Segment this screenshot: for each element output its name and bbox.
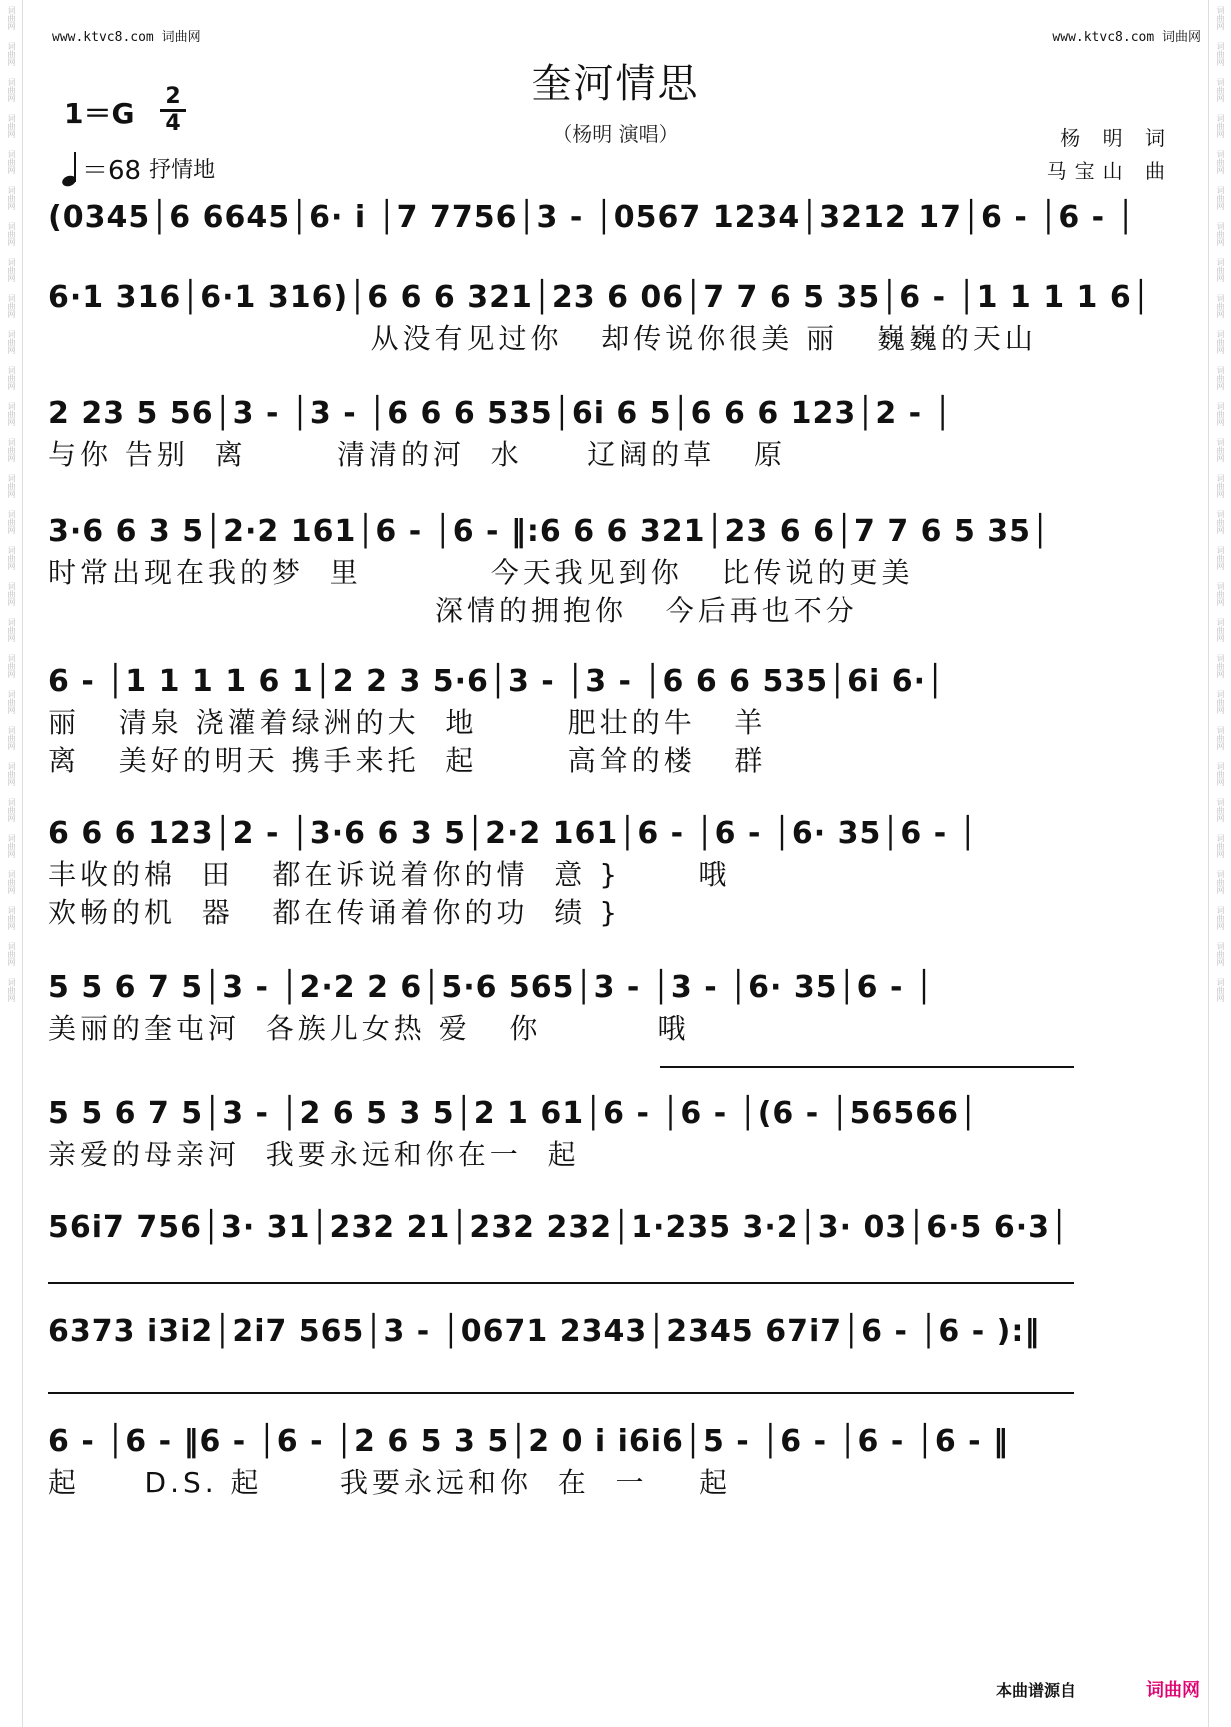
song-title: 奎河情思 xyxy=(531,61,700,107)
notation-line: 3·6 6 3 5│2·2 161│6 - │6 - ‖:6 6 6 321│23 6 6│7 7 6 5 35│ xyxy=(48,514,1051,549)
watermark-text: 词曲网 xyxy=(7,330,16,354)
score-system xyxy=(48,276,1184,396)
tempo-value: ＝68 xyxy=(82,156,142,186)
notation-line: (0345│6 6645│6· i │7 7756│3 - │0567 1234│3212 17│6 - │6 - │ xyxy=(48,200,1136,235)
watermark-text: 词曲网 xyxy=(1216,618,1225,642)
watermark-text: 词曲网 xyxy=(1216,978,1225,1002)
lyric-line: 起 D.S. 起 我要永远和你 在 一 起 xyxy=(48,1466,732,1499)
watermark-text: 词曲网 xyxy=(7,150,16,174)
singer-credit: （杨明 演唱） xyxy=(552,122,679,146)
watermark-text: 词曲网 xyxy=(1216,510,1225,534)
watermark-text: 词曲网 xyxy=(7,294,16,318)
score-system xyxy=(48,510,1184,630)
lyric-line: 丰收的棉 田 都在诉说着你的情 意 } 哦 xyxy=(48,858,731,891)
watermark-text: 词曲网 xyxy=(7,798,16,822)
score-system xyxy=(48,392,1184,512)
lyric-line: 欢畅的机 器 都在传诵着你的功 绩 } xyxy=(48,896,622,929)
watermark-text: 词曲网 xyxy=(7,186,16,210)
watermark-text: 词曲网 xyxy=(7,510,16,534)
notation-line: 5 5 6 7 5│3 - │2·2 2 6│5·6 565│3 - │3 - │6· 35│6 - │ xyxy=(48,970,934,1005)
watermark-text: 词曲网 xyxy=(1216,294,1225,318)
time-signature-bottom: 4 xyxy=(165,111,181,136)
watermark-text: 词曲网 xyxy=(1216,438,1225,462)
ending-bracket-line-3 xyxy=(48,1392,1074,1394)
lyric-line xyxy=(48,358,1184,396)
watermark-text: 词曲网 xyxy=(1216,6,1225,30)
notation-line: 6 6 6 123│2 - │3·6 6 3 5│2·2 161│6 - │6 - │6· 35│6 - │ xyxy=(48,816,978,851)
watermark-text: 词曲网 xyxy=(1216,870,1225,894)
watermark-text: 词曲网 xyxy=(1216,150,1225,174)
footer-source-label: 本曲谱源自 xyxy=(996,1681,1077,1700)
watermark-text: 词曲网 xyxy=(1216,582,1225,606)
watermark-text: 词曲网 xyxy=(7,726,16,750)
watermark-text: 词曲网 xyxy=(1216,834,1225,858)
watermark-text: 词曲网 xyxy=(7,582,16,606)
lyric-line: 丽 清泉 浇灌着绿洲的大 地 肥壮的牛 羊 xyxy=(48,706,767,739)
watermark-text: 词曲网 xyxy=(7,654,16,678)
expression-mark: 抒情地 xyxy=(149,158,216,183)
lyric-line xyxy=(48,240,1184,278)
lyric-line xyxy=(48,1354,1184,1392)
watermark-text: 词曲网 xyxy=(1216,366,1225,390)
watermark-text: 词曲网 xyxy=(7,222,16,246)
lyric-line: 与你 告别 离 清清的河 水 辽阔的草 原 xyxy=(48,438,787,471)
lyric-line: 美丽的奎屯河 各族儿女热 爱 你 哦 xyxy=(48,1012,690,1045)
ending-bracket-line-2 xyxy=(48,1282,1074,1284)
lyric-line: 深情的拥抱你 今后再也不分 xyxy=(48,594,858,627)
score-system xyxy=(48,1092,1184,1212)
score-system xyxy=(48,1206,1184,1326)
watermark-text: 词曲网 xyxy=(1216,762,1225,786)
key-signature: 1＝G xyxy=(64,97,135,130)
lyric-line: 从没有见过你 却传说你很美 丽 巍巍的天山 xyxy=(48,322,1037,355)
lyricist-credit: 杨 明 词 xyxy=(1060,126,1173,150)
watermark-text: 词曲网 xyxy=(1216,114,1225,138)
watermark-text: 词曲网 xyxy=(1216,474,1225,498)
watermark-text: 词曲网 xyxy=(1216,546,1225,570)
watermark-text: 词曲网 xyxy=(7,474,16,498)
watermark-text: 词曲网 xyxy=(1216,654,1225,678)
notation-line: 6373 i3i2│2i7 565│3 - │0671 2343│2345 67i7│6 - │6 - ):‖ xyxy=(48,1314,1041,1349)
site-url-left[interactable]: www.ktvc8.com 词曲网 xyxy=(52,30,201,45)
notation-line: 6 - │6 - ‖6 - │6 - │2 6 5 3 5│2 0 i i6i6│5 - │6 - │6 - │6 - ‖ xyxy=(48,1424,1010,1459)
watermark-text: 词曲网 xyxy=(7,78,16,102)
score-system xyxy=(48,1310,1184,1430)
watermark-text: 词曲网 xyxy=(7,42,16,66)
notation-line: 6·1 316│6·1 316)│6 6 6 321│23 6 06│7 7 6 5 35│6 - │1 1 1 1 6│ xyxy=(48,280,1151,315)
watermark-text: 词曲网 xyxy=(1216,258,1225,282)
watermark-text: 词曲网 xyxy=(1216,726,1225,750)
lyric-line: 时常出现在我的梦 里 今天我见到你 比传说的更美 xyxy=(48,556,914,589)
watermark-text: 词曲网 xyxy=(1216,798,1225,822)
lyric-line xyxy=(48,1502,1184,1540)
watermark-text: 词曲网 xyxy=(1216,42,1225,66)
notation-line: 6 - │1 1 1 1 6 1│2 2 3 5·6│3 - │3 - │6 6 6 535│6i 6·│ xyxy=(48,664,946,699)
quarter-note-icon xyxy=(62,152,76,186)
notation-line: 2 23 5 56│3 - │3 - │6 6 6 535│6i 6 5│6 6 6 123│2 - │ xyxy=(48,396,953,431)
score-system xyxy=(48,966,1184,1086)
watermark-text: 词曲网 xyxy=(1216,78,1225,102)
left-watermark-strip xyxy=(0,0,23,1727)
watermark-text: 词曲网 xyxy=(1216,186,1225,210)
watermark-text: 词曲网 xyxy=(7,834,16,858)
score-system xyxy=(48,660,1184,780)
watermark-text: 词曲网 xyxy=(1216,690,1225,714)
score-system xyxy=(48,812,1184,932)
watermark-text: 词曲网 xyxy=(7,114,16,138)
watermark-text: 词曲网 xyxy=(7,438,16,462)
watermark-text: 词曲网 xyxy=(7,870,16,894)
watermark-text: 词曲网 xyxy=(7,402,16,426)
watermark-text: 词曲网 xyxy=(7,762,16,786)
watermark-text: 词曲网 xyxy=(7,258,16,282)
lyric-line: 亲爱的母亲河 我要永远和你在一 起 xyxy=(48,1138,580,1171)
notation-line: 56i7 756│3· 31│232 21│232 232│1·235 3·2│3· 03│6·5 6·3│ xyxy=(48,1210,1070,1245)
watermark-text: 词曲网 xyxy=(1216,402,1225,426)
lyric-line xyxy=(48,474,1184,512)
ending-bracket-line-1 xyxy=(660,1066,1074,1068)
watermark-text: 词曲网 xyxy=(7,546,16,570)
watermark-text: 词曲网 xyxy=(1216,222,1225,246)
watermark-text: 词曲网 xyxy=(7,978,16,1002)
score-system xyxy=(48,1420,1184,1540)
watermark-text: 词曲网 xyxy=(1216,942,1225,966)
site-url-right[interactable]: www.ktvc8.com 词曲网 xyxy=(1052,30,1201,45)
tempo-marking xyxy=(62,150,215,187)
watermark-text: 词曲网 xyxy=(7,906,16,930)
watermark-text: 词曲网 xyxy=(7,6,16,30)
watermark-text: 词曲网 xyxy=(7,690,16,714)
right-watermark-strip xyxy=(1208,0,1231,1727)
watermark-text: 词曲网 xyxy=(7,366,16,390)
footer-brand-logo[interactable]: 词曲网 xyxy=(1146,1680,1200,1701)
watermark-text: 词曲网 xyxy=(7,618,16,642)
watermark-text: 词曲网 xyxy=(1216,906,1225,930)
time-signature-top: 2 xyxy=(165,84,181,109)
watermark-text: 词曲网 xyxy=(1216,330,1225,354)
time-signature xyxy=(160,86,186,135)
composer-credit: 马宝山 曲 xyxy=(1046,159,1173,183)
lyric-line: 离 美好的明天 携手来托 起 高耸的楼 群 xyxy=(48,744,767,777)
notation-line: 5 5 6 7 5│3 - │2 6 5 3 5│2 1 61│6 - │6 - │(6 - │56566│ xyxy=(48,1096,979,1131)
watermark-text: 词曲网 xyxy=(7,942,16,966)
